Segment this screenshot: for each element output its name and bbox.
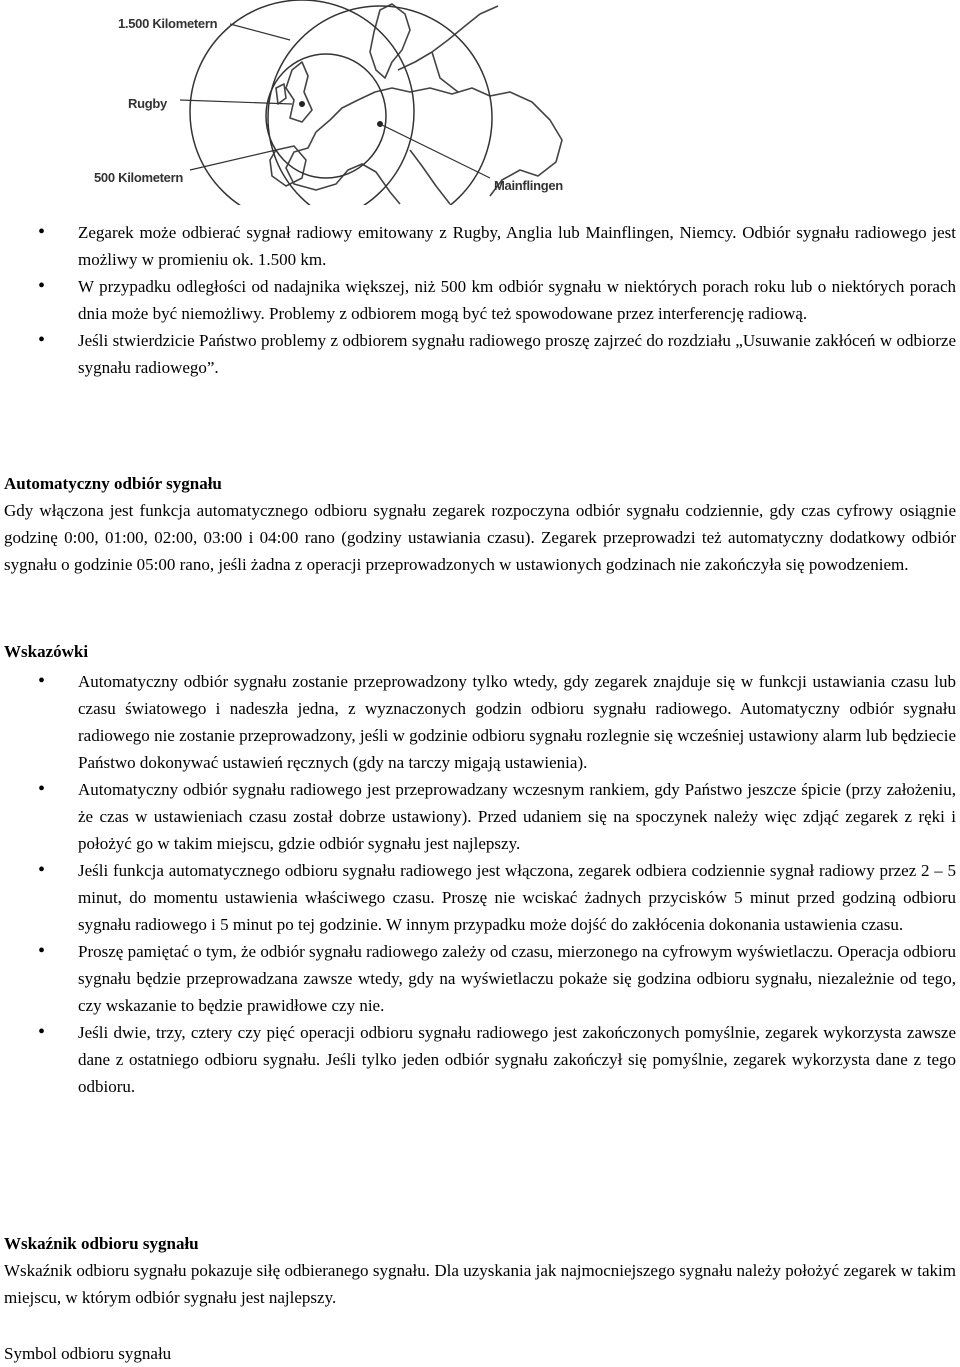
intro-section [0, 219, 956, 381]
rugby-transmitter-marker [299, 101, 305, 107]
range-circle-inner [266, 54, 386, 178]
tips-heading [4, 638, 956, 665]
tips-section [0, 668, 956, 1100]
symbol-line: Symbol odbioru sygnału [4, 1344, 172, 1363]
tips-bullet-list [0, 668, 956, 1100]
list-item: • Proszę pamiętać o tym, że odbiór sygnału radiowego zależy od czasu, mierzonego na cyfrowym wyświetlaczu. Operacja odbioru sygnału będzie przeprowadzana zawsze wtedy, gdy na wyświetlaczu pokaże się godzina odbioru sygnału, niezależnie od tego, czy wskazanie to będzie prawidłowe czy nie. [0, 938, 956, 1019]
reception-range-map [80, 0, 600, 205]
list-item: • Automatyczny odbiór sygnału radiowego jest przeprowadzany wczesnym rankiem, gdy Państwo jeszcze śpicie (przy założeniu, że czas w ustawieniach czasu został dobrze ustawiony). Przed udaniem się na spoczynek należy więc zdjąć zegarek z ręki i położyć go w takim miejscu, gdzie odbiór sygnału jest najlepszy. [0, 776, 956, 857]
list-item: • W przypadku odległości od nadajnika większej, niż 500 km odbiór sygnału w niektórych porach roku lub o niektórych porach dnia może być niemożliwy. Problemy z odbiorem mogą być też spowodowane przez interferencję radiową. [0, 273, 956, 327]
indicator-heading: Wskaźnik odbioru sygnału [4, 1234, 199, 1253]
indicator-section [4, 1230, 956, 1311]
iberia-outline [270, 146, 306, 186]
baltic-coast-outline [398, 6, 498, 92]
british-isles-outline [276, 62, 312, 122]
label-500-km: 500 Kilometern [94, 170, 184, 185]
label-1500-km: 1.500 Kilometern [118, 16, 218, 31]
list-item: • Jeśli funkcja automatycznego odbioru sygnału radiowego jest włączona, zegarek odbiera codziennie sygnał radiowy przez 2 – 5 minut, do momentu ustawienia właściwego czasu. Proszę nie wciskać żadnych przycisków 5 minut przed godziną odbioru sygnału radiowego i 5 minut po tej godzinie. W innym przypadku może dojść do zakłócenia dokonania ustawienia czasu. [0, 857, 956, 938]
auto-reception-text: Gdy włączona jest funkcja automatycznego odbioru sygnału zegarek rozpoczyna odbiór sygnału codziennie, gdy czas cyfrowy osiągnie godzinę 0:00, 01:00, 02:00, 03:00 i 04:00 rano (godziny ustawiania czasu). Zegarek przeprowadzi też automatyczny dodatkowy odbiór sygnału o godzinie 05:00 rano, jeśli żadna z operacji przeprowadzonych w ustawionych godzinach nie zakończyła się powodzeniem. [4, 501, 956, 574]
tips-heading-text: Wskazówki [4, 642, 89, 661]
auto-reception-heading: Automatyczny odbiór sygnału [4, 474, 222, 493]
list-item: • Jeśli stwierdzicie Państwo problemy z odbiorem sygnału radiowego proszę zajrzeć do rozdziału „Usuwanie zakłóceń w odbiorze sygnału radiowego”. [0, 327, 956, 381]
indicator-text: Wskaźnik odbioru sygnału pokazuje siłę odbieranego sygnału. Dla uzyskania jak najmocniejszego sygnału należy położyć zegarek w takim miejscu, w którym odbiór sygnału jest najlepszy. [4, 1261, 956, 1307]
label-rugby: Rugby [128, 96, 167, 111]
list-item: • Jeśli dwie, trzy, cztery czy pięć operacji odbioru sygnału radiowego jest zakończonych pomyślnie, zegarek wykorzysta zawsze dane z ostatniego odbioru sygnału. Jeśli tylko jeden odbiór sygnału zakończył się pomyślnie, zegarek wykorzysta dane z tego odbioru. [0, 1019, 956, 1100]
list-item: • Automatyczny odbiór sygnału zostanie przeprowadzony tylko wtedy, gdy zegarek znajduje się w funkcji ustawiania czasu lub czasu światowego i nadeszła jedna, z wyznaczonych godzin odbioru sygnału radiowego. Automatyczny odbiór sygnału radiowego nie zostanie przeprowadzony, jeśli w godzinie odbioru sygnału rozlegnie się wcześniej ustawiony alarm lub będziecie Państwo dokonywać ustawień ręcznych (gdy na tarczy migają ustawienia). [0, 668, 956, 776]
label-mainflingen: Mainflingen [494, 178, 563, 193]
intro-bullet-list [0, 219, 956, 381]
auto-reception-section [4, 470, 956, 578]
list-item: • Zegarek może odbierać sygnał radiowy emitowany z Rugby, Anglia lub Mainflingen, Niemcy. Odbiór sygnału radiowego jest możliwy w promieniu ok. 1.500 km. [0, 219, 956, 273]
